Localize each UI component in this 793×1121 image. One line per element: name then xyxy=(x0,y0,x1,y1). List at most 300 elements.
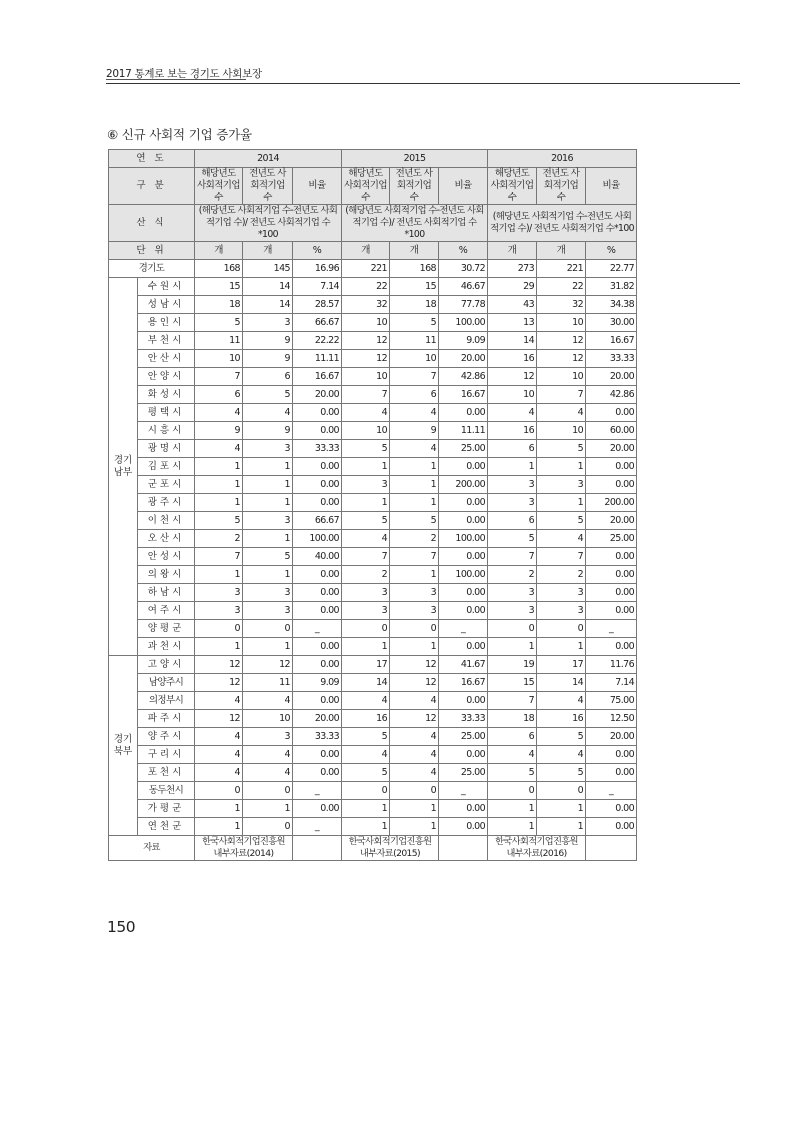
value-cell: 12 xyxy=(390,656,439,674)
value-cell: 4 xyxy=(195,746,243,764)
value-cell: 18 xyxy=(390,296,439,314)
value-cell: 32 xyxy=(537,296,586,314)
value-cell: 5 xyxy=(243,386,293,404)
value-cell: 40.00 xyxy=(293,548,342,566)
value-cell: 3 xyxy=(243,314,293,332)
value-cell: _ xyxy=(293,620,342,638)
table-row xyxy=(109,350,637,368)
unit-cell: % xyxy=(439,242,488,260)
value-cell: 3 xyxy=(243,728,293,746)
value-cell: 3 xyxy=(243,602,293,620)
value-cell: 10 xyxy=(488,386,537,404)
value-cell: _ xyxy=(293,782,342,800)
value-cell: 3 xyxy=(243,440,293,458)
value-cell: 28.57 xyxy=(293,296,342,314)
value-cell: 9 xyxy=(390,422,439,440)
value-cell: 4 xyxy=(195,440,243,458)
value-cell: 0.00 xyxy=(586,818,637,836)
value-cell: 1 xyxy=(390,476,439,494)
table-row xyxy=(109,422,637,440)
value-cell: 2 xyxy=(342,566,390,584)
value-cell: 33.33 xyxy=(293,728,342,746)
table-row xyxy=(109,818,637,836)
value-cell: 7 xyxy=(488,692,537,710)
value-cell: _ xyxy=(293,818,342,836)
value-cell: 0.00 xyxy=(586,584,637,602)
value-cell: 0.00 xyxy=(293,800,342,818)
value-cell: 4 xyxy=(537,746,586,764)
table-row xyxy=(109,296,637,314)
table-row xyxy=(109,368,637,386)
value-cell: 1 xyxy=(243,476,293,494)
value-cell: 4 xyxy=(390,764,439,782)
value-cell: 0 xyxy=(243,620,293,638)
value-cell: 11.11 xyxy=(439,422,488,440)
value-cell: 0.00 xyxy=(439,404,488,422)
value-cell: 2 xyxy=(195,530,243,548)
header-rule-accent xyxy=(106,79,246,80)
table-row xyxy=(109,764,637,782)
value-cell: 31.82 xyxy=(586,278,637,296)
value-cell: 12 xyxy=(488,368,537,386)
value-cell: 1 xyxy=(195,458,243,476)
value-cell: 34.38 xyxy=(586,296,637,314)
value-cell: 25.00 xyxy=(439,728,488,746)
table-row xyxy=(109,476,637,494)
value-cell: 0.00 xyxy=(293,476,342,494)
source-row xyxy=(109,836,637,861)
city-name-cell: 과천시 xyxy=(138,638,195,656)
value-cell: 1 xyxy=(488,458,537,476)
city-name-cell: 용인시 xyxy=(138,314,195,332)
table-row xyxy=(109,440,637,458)
value-cell: 1 xyxy=(243,530,293,548)
value-cell: _ xyxy=(439,620,488,638)
value-cell: 1 xyxy=(243,458,293,476)
value-cell: 12 xyxy=(195,674,243,692)
table-row xyxy=(109,332,637,350)
value-cell: 1 xyxy=(342,638,390,656)
value-cell: 11 xyxy=(243,674,293,692)
value-cell: 1 xyxy=(342,800,390,818)
value-cell: 0.00 xyxy=(586,746,637,764)
formula-row xyxy=(109,205,637,242)
value-cell: 29 xyxy=(488,278,537,296)
section-title: ⑥ 신규 사회적 기업 증가율 xyxy=(107,127,252,142)
value-cell: 4 xyxy=(342,746,390,764)
value-cell: 6 xyxy=(195,386,243,404)
value-cell: 221 xyxy=(342,260,390,278)
value-cell: 1 xyxy=(537,494,586,512)
formula-label: 산 식 xyxy=(109,205,195,242)
value-cell: 10 xyxy=(195,350,243,368)
value-cell: 2 xyxy=(488,566,537,584)
value-cell: 0.00 xyxy=(586,566,637,584)
value-cell: 0.00 xyxy=(293,566,342,584)
value-cell: 5 xyxy=(195,314,243,332)
value-cell: 0.00 xyxy=(586,602,637,620)
unit-cell: % xyxy=(293,242,342,260)
value-cell: 4 xyxy=(488,404,537,422)
city-name-cell: 이천시 xyxy=(138,512,195,530)
table-row xyxy=(109,314,637,332)
city-name-cell: 김포시 xyxy=(138,458,195,476)
value-cell: 41.67 xyxy=(439,656,488,674)
value-cell: 2 xyxy=(537,566,586,584)
source-cell: 한국사회적기업진흥원 내부자료(2016) xyxy=(488,836,586,861)
value-cell: 3 xyxy=(243,584,293,602)
city-name-cell: 시흥시 xyxy=(138,422,195,440)
col-prev-year: 전년도 사회적기업 수 xyxy=(537,168,586,205)
value-cell: 14 xyxy=(243,278,293,296)
value-cell: 1 xyxy=(537,818,586,836)
table-row xyxy=(109,728,637,746)
value-cell: 66.67 xyxy=(293,314,342,332)
value-cell: 30.72 xyxy=(439,260,488,278)
value-cell: 7.14 xyxy=(293,278,342,296)
value-cell: 4 xyxy=(537,692,586,710)
value-cell: 4 xyxy=(390,440,439,458)
value-cell: 12 xyxy=(342,332,390,350)
category-label: 구 분 xyxy=(109,168,195,205)
value-cell: 30.00 xyxy=(586,314,637,332)
value-cell: 4 xyxy=(195,764,243,782)
value-cell: 22.77 xyxy=(586,260,637,278)
value-cell: 4 xyxy=(390,746,439,764)
value-cell: 100.00 xyxy=(439,566,488,584)
value-cell: 0.00 xyxy=(586,638,637,656)
value-cell: 0 xyxy=(390,782,439,800)
table-row xyxy=(109,656,637,674)
table-row xyxy=(109,746,637,764)
social-enterprise-table xyxy=(108,149,637,861)
value-cell: 0.00 xyxy=(293,656,342,674)
value-cell: 0.00 xyxy=(293,422,342,440)
value-cell: 0.00 xyxy=(586,800,637,818)
value-cell: 0.00 xyxy=(293,746,342,764)
value-cell: 20.00 xyxy=(293,710,342,728)
value-cell: 12 xyxy=(537,350,586,368)
value-cell: 9 xyxy=(195,422,243,440)
value-cell: 4 xyxy=(243,746,293,764)
col-ratio: 비율 xyxy=(586,168,637,205)
value-cell: 0.00 xyxy=(439,800,488,818)
value-cell: 145 xyxy=(243,260,293,278)
value-cell: 1 xyxy=(488,638,537,656)
value-cell: 7 xyxy=(342,548,390,566)
source-empty-cell xyxy=(586,836,637,861)
formula-text: (해당년도 사회적기업 수-전년도 사회적기업 수)/ 전년도 사회적기업 수*100 xyxy=(342,205,488,242)
value-cell: 0 xyxy=(195,620,243,638)
page-number: 150 xyxy=(107,918,136,936)
value-cell: 6 xyxy=(488,512,537,530)
source-label: 자료 xyxy=(109,836,195,861)
table-row-total xyxy=(109,260,637,278)
value-cell: 14 xyxy=(342,674,390,692)
value-cell: 1 xyxy=(243,566,293,584)
value-cell: 12 xyxy=(537,332,586,350)
value-cell: 15 xyxy=(195,278,243,296)
table-row xyxy=(109,530,637,548)
city-name-cell: 화성시 xyxy=(138,386,195,404)
value-cell: 11 xyxy=(195,332,243,350)
table-row xyxy=(109,566,637,584)
value-cell: 10 xyxy=(537,422,586,440)
city-name-cell: 동두천시 xyxy=(138,782,195,800)
value-cell: 12 xyxy=(390,710,439,728)
value-cell: 1 xyxy=(537,638,586,656)
unit-cell: 개 xyxy=(342,242,390,260)
value-cell: 200.00 xyxy=(439,476,488,494)
city-name-cell: 평택시 xyxy=(138,404,195,422)
value-cell: 77.78 xyxy=(439,296,488,314)
value-cell: 0.00 xyxy=(293,404,342,422)
value-cell: 7 xyxy=(488,548,537,566)
year-label: 연 도 xyxy=(109,150,195,168)
city-name-cell: 양평군 xyxy=(138,620,195,638)
table-row xyxy=(109,620,637,638)
city-name-cell: 광명시 xyxy=(138,440,195,458)
city-name-cell: 성남시 xyxy=(138,296,195,314)
value-cell: 42.86 xyxy=(439,368,488,386)
value-cell: 5 xyxy=(537,764,586,782)
value-cell: 0.00 xyxy=(439,818,488,836)
value-cell: 25.00 xyxy=(586,530,637,548)
value-cell: 10 xyxy=(342,314,390,332)
value-cell: 10 xyxy=(342,422,390,440)
value-cell: 3 xyxy=(537,584,586,602)
value-cell: 7.14 xyxy=(586,674,637,692)
value-cell: 0.00 xyxy=(439,584,488,602)
value-cell: 1 xyxy=(537,800,586,818)
value-cell: 4 xyxy=(390,728,439,746)
value-cell: 12 xyxy=(342,350,390,368)
value-cell: 5 xyxy=(488,530,537,548)
value-cell: 25.00 xyxy=(439,764,488,782)
value-cell: 25.00 xyxy=(439,440,488,458)
value-cell: 3 xyxy=(390,584,439,602)
value-cell: 5 xyxy=(390,314,439,332)
value-cell: 5 xyxy=(243,548,293,566)
value-cell: _ xyxy=(586,782,637,800)
col-prev-year: 전년도 사회적기업 수 xyxy=(390,168,439,205)
value-cell: 0.00 xyxy=(439,602,488,620)
city-name-cell: 파주시 xyxy=(138,710,195,728)
value-cell: 33.33 xyxy=(439,710,488,728)
value-cell: 4 xyxy=(243,404,293,422)
value-cell: 3 xyxy=(488,476,537,494)
unit-cell: 개 xyxy=(243,242,293,260)
value-cell: 46.67 xyxy=(439,278,488,296)
year-2015: 2015 xyxy=(342,150,488,168)
value-cell: 1 xyxy=(195,494,243,512)
value-cell: 6 xyxy=(488,728,537,746)
value-cell: 9 xyxy=(243,350,293,368)
value-cell: 3 xyxy=(390,602,439,620)
value-cell: 0.00 xyxy=(439,494,488,512)
value-cell: 0.00 xyxy=(293,458,342,476)
value-cell: 14 xyxy=(537,674,586,692)
city-name-cell: 포천시 xyxy=(138,764,195,782)
value-cell: 12 xyxy=(195,710,243,728)
value-cell: 0.00 xyxy=(439,512,488,530)
value-cell: 11.11 xyxy=(293,350,342,368)
value-cell: 4 xyxy=(342,530,390,548)
table-row xyxy=(109,494,637,512)
value-cell: 5 xyxy=(195,512,243,530)
value-cell: 0.00 xyxy=(439,458,488,476)
value-cell: 11.76 xyxy=(586,656,637,674)
value-cell: 7 xyxy=(390,548,439,566)
value-cell: 1 xyxy=(390,458,439,476)
value-cell: 1 xyxy=(488,818,537,836)
value-cell: 1 xyxy=(195,638,243,656)
value-cell: 0.00 xyxy=(293,494,342,512)
value-cell: 1 xyxy=(390,818,439,836)
value-cell: 16.67 xyxy=(586,332,637,350)
value-cell: 16.67 xyxy=(293,368,342,386)
value-cell: 7 xyxy=(390,368,439,386)
value-cell: 17 xyxy=(342,656,390,674)
value-cell: 168 xyxy=(195,260,243,278)
value-cell: 16.96 xyxy=(293,260,342,278)
region-group-label: 경기 남부 xyxy=(109,278,138,656)
table-row xyxy=(109,404,637,422)
value-cell: 22 xyxy=(537,278,586,296)
city-name-cell: 고양시 xyxy=(138,656,195,674)
value-cell: 4 xyxy=(195,692,243,710)
unit-cell: 개 xyxy=(195,242,243,260)
value-cell: 6 xyxy=(243,368,293,386)
city-name-cell: 연천군 xyxy=(138,818,195,836)
value-cell: 273 xyxy=(488,260,537,278)
value-cell: 0.00 xyxy=(586,458,637,476)
value-cell: 12 xyxy=(390,674,439,692)
value-cell: 0 xyxy=(390,620,439,638)
value-cell: 0 xyxy=(342,620,390,638)
city-name-cell: 안산시 xyxy=(138,350,195,368)
value-cell: 1 xyxy=(243,638,293,656)
city-name-cell: 수원시 xyxy=(138,278,195,296)
value-cell: 221 xyxy=(537,260,586,278)
city-name-cell: 부천시 xyxy=(138,332,195,350)
col-prev-year: 전년도 사회적기업 수 xyxy=(243,168,293,205)
source-empty-cell xyxy=(293,836,342,861)
col-this-year: 해당년도 사회적기업 수 xyxy=(195,168,243,205)
city-name-cell: 의왕시 xyxy=(138,566,195,584)
table-row xyxy=(109,692,637,710)
value-cell: 20.00 xyxy=(586,440,637,458)
value-cell: 3 xyxy=(342,584,390,602)
value-cell: 7 xyxy=(537,386,586,404)
value-cell: 16.67 xyxy=(439,674,488,692)
value-cell: 1 xyxy=(342,494,390,512)
value-cell: 42.86 xyxy=(586,386,637,404)
value-cell: 7 xyxy=(537,548,586,566)
city-name-cell: 광주시 xyxy=(138,494,195,512)
value-cell: 6 xyxy=(390,386,439,404)
value-cell: 0.00 xyxy=(293,638,342,656)
region-group-label: 경기 북부 xyxy=(109,656,138,836)
value-cell: 4 xyxy=(195,728,243,746)
value-cell: 10 xyxy=(537,368,586,386)
year-2014: 2014 xyxy=(195,150,342,168)
value-cell: 4 xyxy=(537,530,586,548)
city-name-cell: 의정부시 xyxy=(138,692,195,710)
city-name-cell: 구리시 xyxy=(138,746,195,764)
value-cell: 22.22 xyxy=(293,332,342,350)
city-name-cell: 여주시 xyxy=(138,602,195,620)
value-cell: 1 xyxy=(390,566,439,584)
value-cell: 0.00 xyxy=(439,638,488,656)
value-cell: 3 xyxy=(195,602,243,620)
city-name-cell: 안양시 xyxy=(138,368,195,386)
value-cell: 75.00 xyxy=(586,692,637,710)
value-cell: 4 xyxy=(390,404,439,422)
city-name-cell: 하남시 xyxy=(138,584,195,602)
value-cell: 5 xyxy=(342,764,390,782)
value-cell: 0 xyxy=(243,782,293,800)
value-cell: 1 xyxy=(342,458,390,476)
table-row xyxy=(109,782,637,800)
value-cell: 168 xyxy=(390,260,439,278)
value-cell: 0.00 xyxy=(586,404,637,422)
value-cell: 0 xyxy=(342,782,390,800)
value-cell: 1 xyxy=(342,818,390,836)
value-cell: 15 xyxy=(488,674,537,692)
unit-cell: 개 xyxy=(488,242,537,260)
table-row xyxy=(109,800,637,818)
value-cell: 5 xyxy=(390,512,439,530)
value-cell: 200.00 xyxy=(586,494,637,512)
col-this-year: 해당년도 사회적기업 수 xyxy=(488,168,537,205)
value-cell: 1 xyxy=(390,494,439,512)
value-cell: 9.09 xyxy=(439,332,488,350)
value-cell: 32 xyxy=(342,296,390,314)
value-cell: 0.00 xyxy=(293,692,342,710)
value-cell: 1 xyxy=(537,458,586,476)
value-cell: 43 xyxy=(488,296,537,314)
value-cell: 16 xyxy=(342,710,390,728)
value-cell: 3 xyxy=(488,584,537,602)
value-cell: 1 xyxy=(243,494,293,512)
value-cell: 16.67 xyxy=(439,386,488,404)
table-row xyxy=(109,638,637,656)
value-cell: 18 xyxy=(195,296,243,314)
value-cell: 4 xyxy=(243,692,293,710)
value-cell: 0.00 xyxy=(586,548,637,566)
value-cell: 1 xyxy=(390,800,439,818)
table-row xyxy=(109,602,637,620)
value-cell: 3 xyxy=(537,476,586,494)
source-cell: 한국사회적기업진흥원 내부자료(2015) xyxy=(342,836,439,861)
value-cell: 10 xyxy=(342,368,390,386)
value-cell: 1 xyxy=(243,800,293,818)
value-cell: 17 xyxy=(537,656,586,674)
value-cell: 4 xyxy=(488,746,537,764)
value-cell: 1 xyxy=(390,638,439,656)
value-cell: 0.00 xyxy=(293,764,342,782)
city-name-cell: 안성시 xyxy=(138,548,195,566)
value-cell: 0 xyxy=(537,782,586,800)
value-cell: 5 xyxy=(342,440,390,458)
value-cell: 11 xyxy=(390,332,439,350)
value-cell: 16 xyxy=(488,422,537,440)
value-cell: 9 xyxy=(243,332,293,350)
value-cell: 4 xyxy=(390,692,439,710)
value-cell: 7 xyxy=(195,368,243,386)
table-row xyxy=(109,458,637,476)
